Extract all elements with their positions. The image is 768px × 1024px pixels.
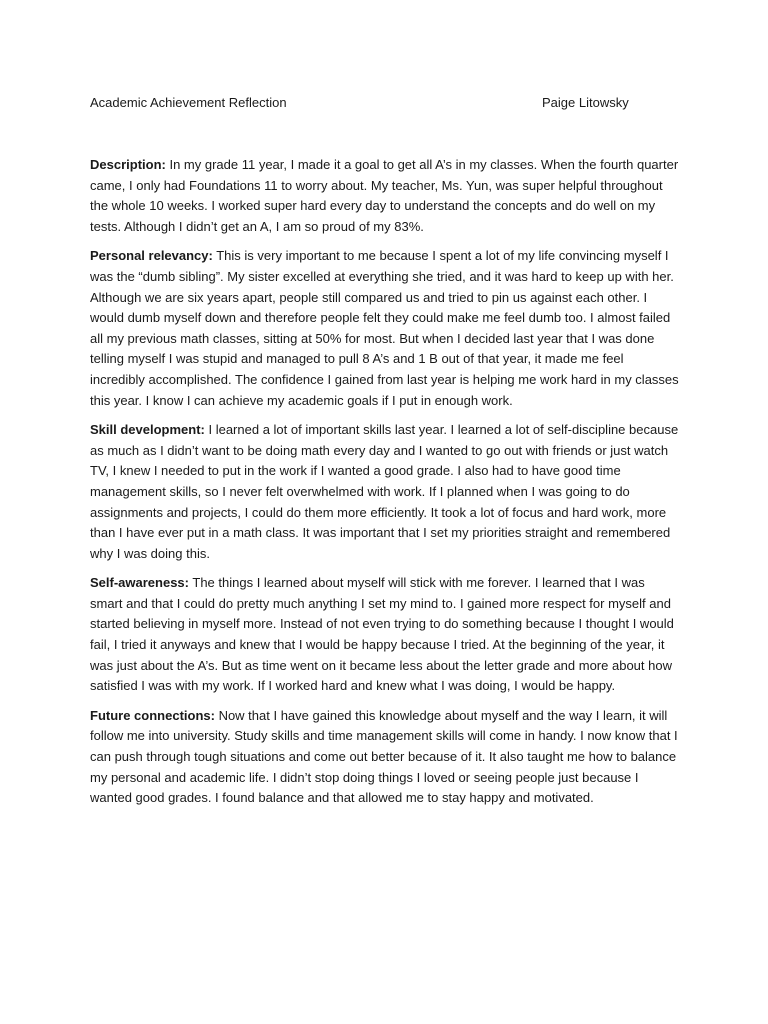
section-text: The things I learned about myself will stick with me forever. I learned that I was smart and that I could do pretty much anything I set my mind to. I gained more respect for myself and started believing in myself more. Instead of not even trying to do something because I thought I would fail, I tried it anyways and knew that I would be happy because I tried. At the beginning of the year, it was just about the A’s. But as time went on it became less about the letter grade and more about how satisfied I was with my work. If I worked hard and knew what I was doing, I would be happy. xyxy=(90,575,674,694)
section-heading: Personal relevancy: xyxy=(90,248,213,264)
section-heading: Self-awareness: xyxy=(90,575,189,591)
section-personal-relevancy xyxy=(90,246,680,411)
section-text: I learned a lot of important skills last year. I learned a lot of self-discipline because as much as I didn’t want to be doing math every day and I wanted to go out with friends or just watch TV, I knew I needed to put in the work if I wanted a good grade. I also had to have good time management skills, so I never felt overwhelmed with work. If I planned when I was going to do assignments and projects, I could do them more efficiently. It took a lot of focus and hard work, more than I have ever put in a math class. It was important that I set my priorities straight and remembered why I was doing this. xyxy=(90,422,679,561)
section-text: In my grade 11 year, I made it a goal to get all A’s in my classes. When the fourth quarter came, I only had Foundations 11 to worry about. My teacher, Ms. Yun, was super helpful throughout the whole 10 weeks. I worked super hard every day to understand the concepts and do well on my tests. Although I didn’t get an A, I am so proud of my 83%. xyxy=(90,157,679,234)
section-heading: Future connections: xyxy=(90,707,215,723)
section-self-awareness xyxy=(90,573,680,697)
section-future-connections xyxy=(90,706,680,809)
author-name: Paige Litowsky xyxy=(542,95,629,110)
document-title: Academic Achievement Reflection xyxy=(90,95,287,110)
section-heading: Skill development: xyxy=(90,422,205,438)
section-skill-development xyxy=(90,420,680,564)
section-heading: Description: xyxy=(90,157,166,172)
section-text: This is very important to me because I spent a lot of my life convincing myself I was the “dumb sibling”. My sister excelled at everything she tried, and it was hard to keep up with her. Although we are six years apart, people still compared us and tried to pin us against each other. I would dumb myself down and therefore people felt they could make me feel dumb too. I almost failed all my previous math classes, sitting at 50% for most. But when I decided last year that I was done telling myself I was stupid and managed to pull 8 A’s and 1 B out of that year, it made me feel incredibly accomplished. The confidence I gained from last year is helping me work hard in my classes this year. I know I can achieve my academic goals if I put in enough work. xyxy=(90,248,679,408)
section-text: Now that I have gained this knowledge about myself and the way I learn, it will follow me into university. Study skills and time management skills will come in handy. I now know that I can push through tough situations and come out better because of it. It also taught me how to balance my personal and academic life. I didn’t stop doing things I loved or seeing people just because I wanted good grades. I found balance and that allowed me to stay happy and motivated. xyxy=(90,707,678,806)
document-body xyxy=(90,155,680,818)
section-description xyxy=(90,155,680,237)
